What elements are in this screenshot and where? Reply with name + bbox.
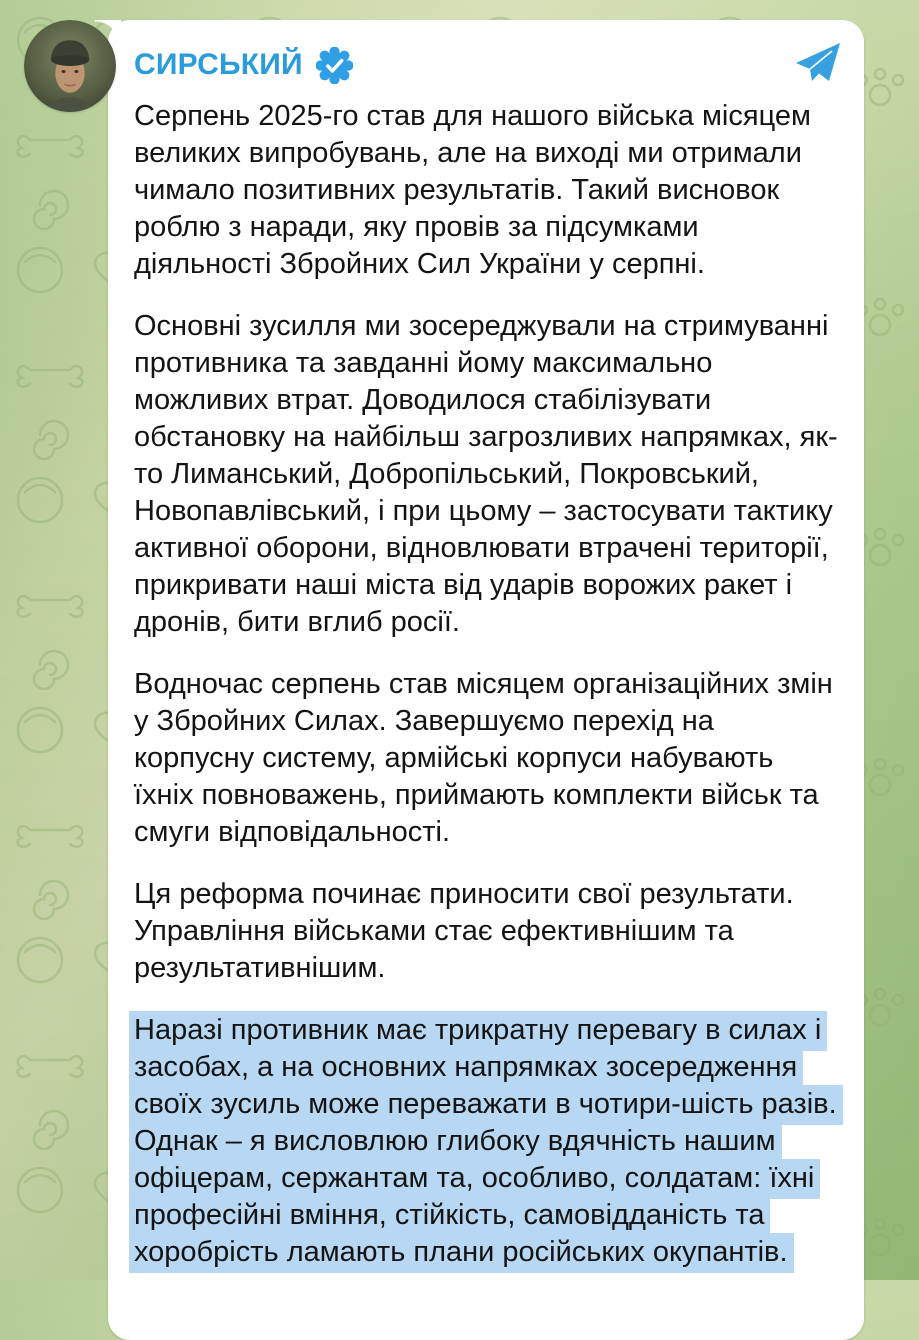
- message-header: [134, 42, 838, 88]
- message-paragraph: Водночас серпень став місяцем організаційних змін у Збройних Силах. Завершуємо перехід на корпусну систему, армійські корпуси набувають їхніх повноважень, приймають комплекти військ та смуги відповідальності.: [134, 668, 833, 848]
- channel-avatar[interactable]: [24, 20, 116, 112]
- message-text: [134, 98, 838, 1271]
- message-paragraph: [134, 1012, 838, 1271]
- message-bubble[interactable]: [108, 20, 864, 1340]
- avatar-portrait: [24, 20, 116, 112]
- selected-text-highlight: Наразі противник має трикратну перевагу в силах і засобах, а на основних напрямках зосередження своїх зусиль може переважати в чотири-шість разів. Однак – я висловлюю глибоку вдячність нашим офіцерам, сержантам та, особливо, солдатам: їхні професійні вміння, стійкість, самовідданість та хоробрість ламають плани російських окупантів.: [129, 1011, 843, 1273]
- verified-badge-icon: [316, 47, 353, 84]
- message-paragraph: Серпень 2025-го став для нашого війська місяцем великих випробувань, але на виході ми отримали чимало позитивних результатів. Такий висновок роблю з наради, яку провів за підсумками діяльності Збройних Сил України у серпні.: [134, 100, 811, 280]
- channel-name[interactable]: СИРСЬКИЙ: [134, 48, 303, 81]
- telegram-share-icon[interactable]: [794, 40, 842, 88]
- message-paragraph: Ця реформа починає приносити свої результати. Управління військами стає ефективнішим та результативнішим.: [134, 878, 794, 984]
- message-paragraph: Основні зусилля ми зосереджували на стримуванні противника та завданні йому максимально можливих втрат. Доводилося стабілізувати обстановку на найбільш загрозливих напрямках, як-то Лиманський, Добропільський, Покровський, Новопавлівський, і при цьому – застосувати тактику активної оборони, відновлювати втрачені території, прикривати наші міста від ударів ворожих ракет і дронів, бити вглиб росії.: [134, 310, 838, 638]
